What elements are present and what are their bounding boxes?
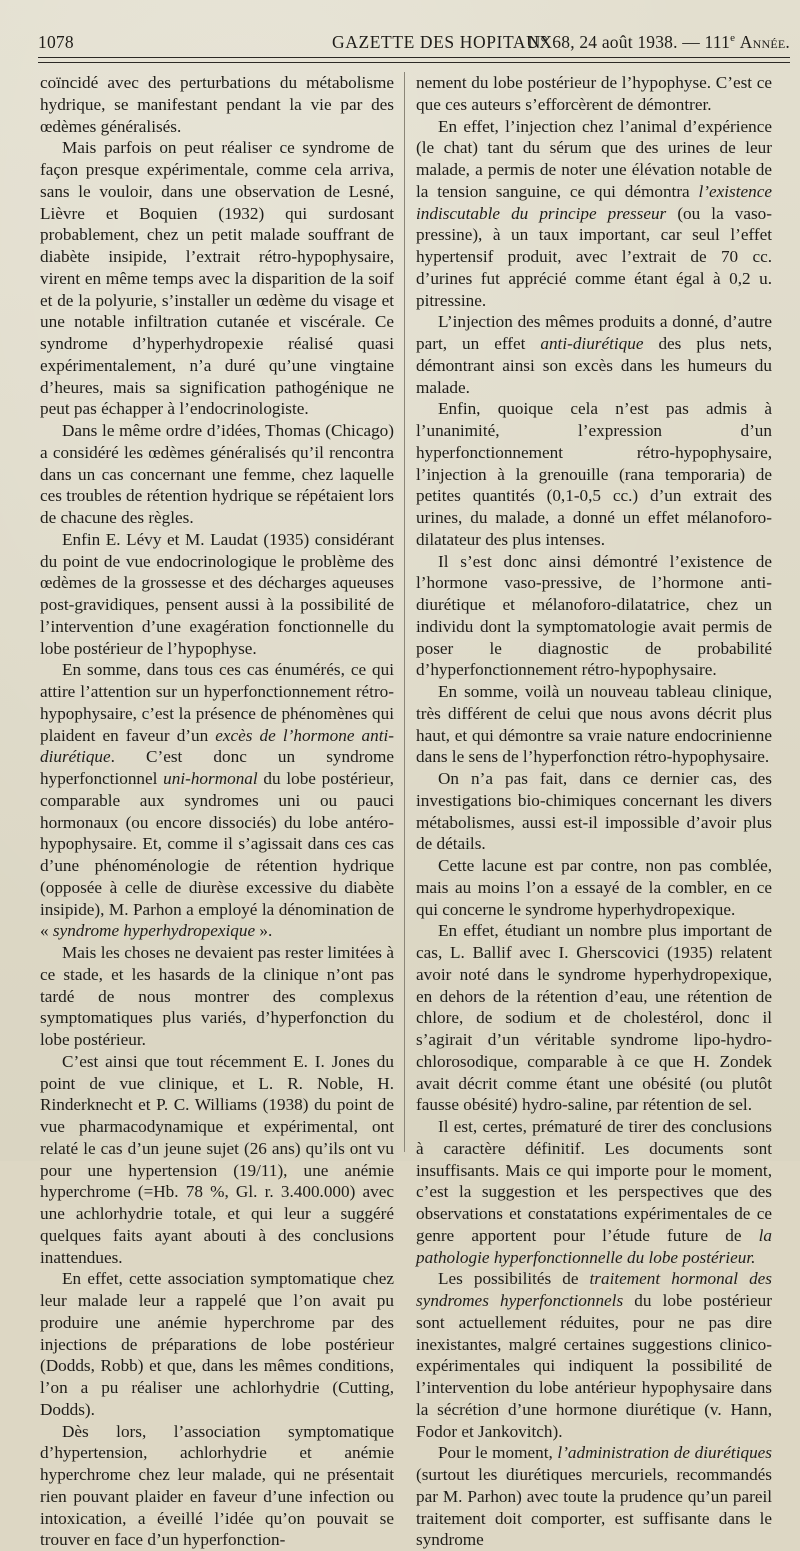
paragraph [40,1421,394,1551]
text-run: Les possibilités de [438,1269,590,1288]
italic-text: l’administration de diurétiques [557,1443,772,1462]
text-run: Mais parfois on peut réaliser ce syndrome de façon presque expérimentale, comme cela arriva, sans le vouloir, dans une observation de Lesné, Lièvre et Boquien (1932) qui surdosant probablement, chez un petit malade souffrant de diabète insipide, l’extrait rétro-hypophysaire, virent en même temps avec la disparition de la soif et de la polyurie, s’installer un œdème du visage et une notable infiltration cutanée et viscérale. Ce syndrome d’hyperhydropexie réalisé quasi expérimentalement, n’a duré qu’une vingtaine d’heures, mais sa signification pathogénique ne peut pas échapper à l’endocrinologiste. [40,138,394,418]
paragraph [40,942,394,1051]
text-run: On n’a pas fait, dans ce dernier cas, des investigations bio-chimiques concernant les divers métabolismes, aussi est-il impossible d’avoir plus de détails. [416,769,772,853]
italic-text: anti-diurétique [540,334,643,353]
text-run: du lobe postérieur, comparable aux syndromes uni ou pauci hormonaux (ou encore dissociés) du lobe antéro-hypophysaire. Et, comme il s’agissait dans ces cas d’une phénoménologie de rétention hydrique (opposée à celle de diurèse excessive du diabète insipide), M. Parhon a employé la dénomination de « [40,769,394,940]
text-run: Dans le même ordre d’idées, Thomas (Chicago) a considéré les œdèmes généralisés qu’il rencontra dans un cas concernant une femme, chez laquelle ces troubles de rétention hydrique se répétaient lors de chacune des règles. [40,421,394,527]
paragraph [416,768,772,855]
text-run: des plus nets, démontrant ainsi son excès dans les humeurs du malade. [416,334,772,397]
text-run: En effet, étudiant un nombre plus important de cas, L. Ballif avec I. Gherscovici (1935) relatent avoir noté dans le syndrome hyperhydropexique, en dehors de la rétention d’eau, une rétention de chlore, de sodium et de cholestérol, donc il s’agirait d’un véritable syndrome lipo-hydro-chlorosodique, comparable à ce que H. Zondek avait décrit comme étant une obésité (ou plutôt fausse obésité) hydro-saline, par rétention de sel. [416,921,772,1114]
text-run: (surtout les diurétiques mercuriels, recommandés par M. Parhon) avec toute la prudence qu’un pareil traitement doit comporter, est suffisante dans le syndrome [416,1465,772,1549]
paragraph [416,311,772,398]
paragraph [416,855,772,920]
paragraph [40,72,394,137]
page-number: 1078 [38,32,74,53]
paragraph [416,1116,772,1268]
text-run: En effet, cette association symptomatique chez leur malade leur a rappelé que l’on avait pu produire une anémie hyperchrome par des injections de préparations de lobe postérieur (Dodds, Robb) et que, dans les mêmes conditions, l’on a pu réaliser une achlorhydrie (Cutting, Dodds). [40,1269,394,1419]
italic-text: syndrome hyperhydropexique [53,921,255,940]
paragraph [416,551,772,682]
left-column [40,72,394,1551]
paragraph [416,1268,772,1442]
italic-text: excès de l’hormone anti-diurétique [40,726,394,767]
text-run: Pour le moment, [438,1443,557,1462]
journal-title: GAZETTE DES HOPITAUX [332,32,553,53]
text-run: . C’est donc un syndrome hyperfonctionnel [40,747,394,788]
column-divider [404,72,405,1152]
text-run: C’est ainsi que tout récemment E. I. Jones du point de vue clinique, et L. R. Noble, H. Rinderknecht et P. C. Williams (1938) du point de vue pharmacodynamique et expérimental, ont relaté le cas d’un jeune sujet (26 ans) qu’ils ont vu pour une hypertension (19/11), une anémie hyperchrome (=Hb. 78 %, Gl. r. 3.400.000) avec une achlorhydrie totale, et qui leur a suggéré quelques faits ayant abouti à des conclusions inattendues. [40,1052,394,1267]
text-run: Cette lacune est par contre, non pas comblée, mais au moins l’on a essayé de la combler, en ce qui concerne le syndrome hyperhydropexique. [416,856,772,919]
text-run: En somme, dans tous ces cas énumérés, ce qui attire l’attention sur un hyperfonctionnement rétro-hypophysaire, c’est la présence de phénomènes qui plaident en faveur d’un [40,660,394,744]
paragraph [416,116,772,312]
issue-date [528,32,790,53]
text-run: Il est, certes, prématuré de tirer des conclusions à caractère définitif. Les documents sont insuffisants. Mais ce qui importe pour le moment, c’est la suggestion et les perspectives que des observations et constatations expérimentales de ce genre apportent pour l’étude future de [416,1117,772,1245]
running-header [38,32,790,56]
text-run: Dès lors, l’association symptomatique d’hypertension, achlorhydrie et anémie hyperchrome chez leur malade, qui ne présentait rien pouvant plaider en faveur d’une infection ou intoxication, a éveillé l’idée qu’on pouvait se trouver en face d’un hyperfonction- [40,1422,394,1550]
paragraph [40,137,394,420]
text-run: Il s’est donc ainsi démontré l’existence de l’hormone vaso-pressive, de l’hormone anti-diurétique et mélanoforo-dilatatrice, chez un individu dont la symptomatologie avait permis de poser le diagnostic de probabilité d’hyperfonctionnement rétro-hypophysaire. [416,552,772,680]
text-run: Enfin, quoique cela n’est pas admis à l’unanimité, l’expression d’un hyperfonctionnement rétro-hypophysaire, l’injection à la grenouille (rana temporaria) de petites quantités (0,1-0,5 cc.) d’un extrait des urines, du malade, a donné un effet mélanoforo-dilatateur des plus intenses. [416,399,772,549]
paragraph [416,681,772,768]
paragraph [416,72,772,116]
italic-text: l’existence indiscutable du principe presseur [416,182,772,223]
text-run: (ou la vaso-pressine), à un taux important, car seul l’effet hypertensif produit, avec l’extrait de 70 cc. d’urines fut apprécié comme étant égal à 0,2 u. pitressine. [416,204,772,310]
text-run: nement du lobe postérieur de l’hypophyse. C’est ce que ces auteurs s’efforcèrent de démontrer. [416,73,772,114]
paragraph [40,1051,394,1269]
italic-text: traitement hormonal des syndromes hyperfonctionnels [416,1269,772,1310]
paragraph [40,420,394,529]
header-rule [38,57,790,58]
text-run: En somme, voilà un nouveau tableau clinique, très différent de celui que nous avons décrit plus haut, et qui démontre sa vraie nature endocrinienne dans le sens de l’hyperfonction rétro-hypophysaire. [416,682,772,766]
paragraph [40,1268,394,1420]
paragraph [416,1442,772,1551]
paragraph [416,920,772,1116]
paragraph [40,529,394,660]
issue-year-label: Année. [740,32,790,52]
text-run: Enfin E. Lévy et M. Laudat (1935) considérant du point de vue endocrinologique le problème des œdèmes de la grossesse et des décharges aqueuses post-gravidiques, pensent aussi à la possibilité de l’intervention d’une exagération fonctionnelle du lobe postérieur de l’hypophyse. [40,530,394,658]
italic-text: la pathologie hyperfonctionnelle du lobe postérieur. [416,1226,772,1267]
text-run: ». [255,921,272,940]
text-run: du lobe postérieur sont actuellement réduites, pour ne pas dire inexistantes, malgré certaines suggestions clinico-expérimentales qui indiquent la possibilité de l’intervention du lobe antérieur hypophysaire dans la sécrétion d’une hormone diurétique (v. Hann, Fodor et Jankovitch). [416,1291,772,1441]
issue-ordinal: e [730,32,735,44]
text-run: coïncidé avec des perturbations du métabolisme hydrique, se manifestant pendant la vie par des œdèmes généralisés. [40,73,394,136]
right-column [416,72,772,1551]
italic-text: uni-hormonal [163,769,258,788]
paragraph [40,659,394,942]
text-run: L’injection des mêmes produits a donné, d’autre part, un effet [416,312,772,353]
header-rule-thin [38,62,790,63]
text-run: Mais les choses ne devaient pas rester limitées à ce stade, et les hasards de la clinique n’ont pas tardé de nous montrer des complexus symptomatiques plus variés, d’hyperfonction du lobe postérieur. [40,943,394,1049]
text-run: En effet, l’injection chez l’animal d’expérience (le chat) tant du sérum que des urines de leur malade, a permis de noter une élévation notable de la tension sanguine, ce qui démontra [416,117,772,201]
paragraph [416,398,772,550]
issue-date-text: N° 68, 24 août 1938. — 111 [528,32,730,52]
